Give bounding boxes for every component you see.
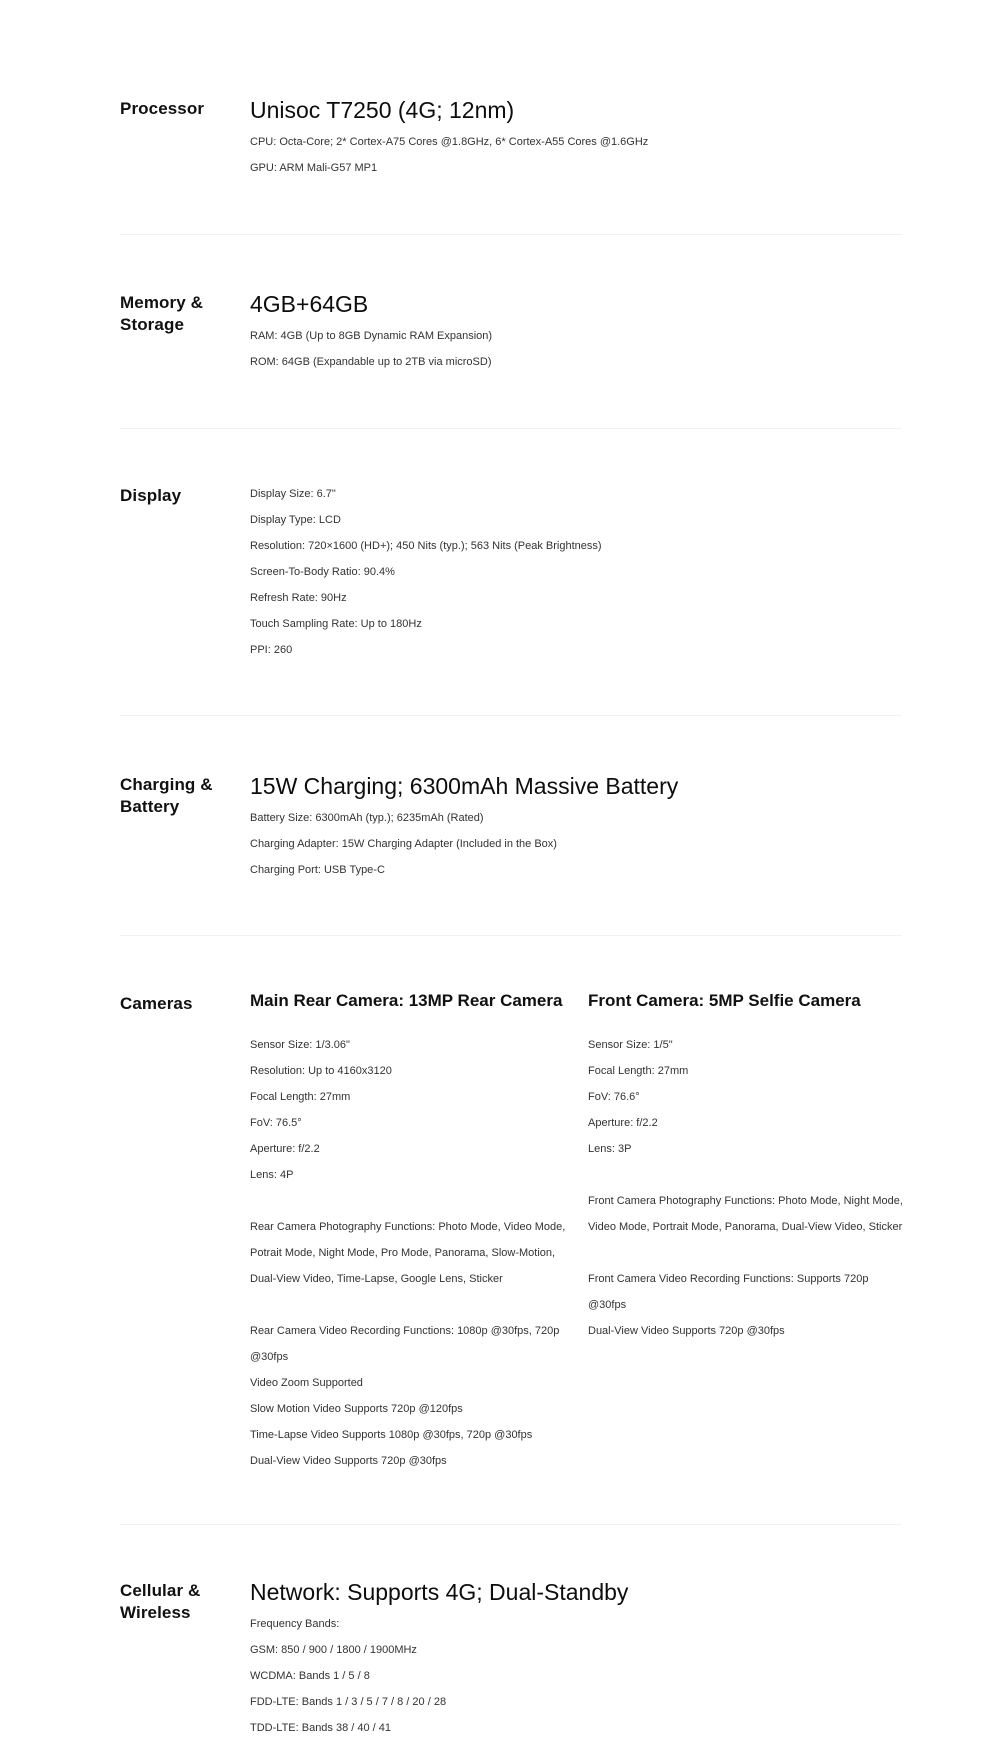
section-label — [120, 993, 240, 1015]
spec-line: Video Mode, Portrait Mode, Panorama, Dual-View Video, Sticker — [588, 1221, 903, 1233]
section-label-line: Memory & — [120, 293, 203, 312]
spec-line: Sensor Size: 1/3.06" — [250, 1039, 350, 1051]
spec-line: FDD-LTE: Bands 1 / 3 / 5 / 7 / 8 / 20 / 28 — [250, 1696, 447, 1708]
spec-line: Sensor Size: 1/5" — [588, 1039, 673, 1051]
section-body — [250, 1578, 902, 1741]
spec-line: Charging Adapter: 15W Charging Adapter (Included in the Box) — [250, 838, 557, 850]
rear-camera-title: Main Rear Camera: 13MP Rear Camera — [250, 991, 563, 1010]
section-label — [120, 98, 240, 120]
spec-line: Time-Lapse Video Supports 1080p @30fps, 720p @30fps — [250, 1429, 533, 1441]
section-headline: Unisoc T7250 (4G; 12nm) — [250, 97, 515, 123]
section-divider — [120, 428, 902, 429]
spec-line: Dual-View Video Supports 720p @30fps — [588, 1325, 785, 1337]
spec-line: Lens: 3P — [588, 1143, 632, 1155]
spec-line: Battery Size: 6300mAh (typ.); 6235mAh (Rated) — [250, 812, 484, 824]
spec-line: Aperture: f/2.2 — [250, 1143, 320, 1155]
spec-line: Resolution: Up to 4160x3120 — [250, 1065, 392, 1077]
rear-camera-column — [250, 990, 570, 1474]
section-body — [250, 772, 902, 883]
spec-line: @30fps — [250, 1351, 289, 1363]
spec-line: Display Type: LCD — [250, 514, 341, 526]
section-label — [120, 1580, 240, 1624]
spec-line: FoV: 76.6° — [588, 1091, 640, 1103]
section-label-text: Cameras — [120, 994, 193, 1013]
spec-line: RAM: 4GB (Up to 8GB Dynamic RAM Expansion) — [250, 330, 493, 342]
front-camera-column — [588, 990, 906, 1344]
spec-line: Aperture: f/2.2 — [588, 1117, 658, 1129]
section-divider — [120, 715, 902, 716]
section-label-line: Storage — [120, 315, 184, 334]
spec-line: Front Camera Video Recording Functions: Supports 720p — [588, 1273, 869, 1285]
rear-camera-specs — [250, 1032, 570, 1474]
spec-line: Focal Length: 27mm — [250, 1091, 351, 1103]
spec-line: Video Zoom Supported — [250, 1377, 363, 1389]
section-label-line: Charging & — [120, 775, 213, 794]
spec-line: PPI: 260 — [250, 644, 293, 656]
front-camera-title: Front Camera: 5MP Selfie Camera — [588, 991, 861, 1010]
spec-line: Frequency Bands: — [250, 1618, 340, 1630]
section-body — [250, 96, 902, 181]
spec-line: Resolution: 720×1600 (HD+); 450 Nits (typ.); 563 Nits (Peak Brightness) — [250, 540, 602, 552]
spec-line: Charging Port: USB Type-C — [250, 864, 385, 876]
section-label-text: Display — [120, 486, 182, 505]
section-label-line: Cellular & — [120, 1581, 201, 1600]
section-headline: 15W Charging; 6300mAh Massive Battery — [250, 773, 679, 799]
spec-line: Rear Camera Photography Functions: Photo Mode, Video Mode, — [250, 1221, 566, 1233]
spec-line: FoV: 76.5° — [250, 1117, 302, 1129]
section-label — [120, 774, 240, 818]
front-camera-specs — [588, 1032, 906, 1344]
section-divider — [120, 935, 902, 936]
spec-line: Dual-View Video, Time-Lapse, Google Lens, Sticker — [250, 1273, 503, 1285]
spec-line: Potrait Mode, Night Mode, Pro Mode, Panorama, Slow-Motion, — [250, 1247, 556, 1259]
spec-line: Lens: 4P — [250, 1169, 294, 1181]
spec-line: Screen-To-Body Ratio: 90.4% — [250, 566, 395, 578]
spec-line: GPU: ARM Mali-G57 MP1 — [250, 162, 378, 174]
section-label-text: Processor — [120, 99, 205, 118]
section-divider — [120, 234, 902, 235]
spec-line: Refresh Rate: 90Hz — [250, 592, 347, 604]
spec-line: TDD-LTE: Bands 38 / 40 / 41 — [250, 1722, 392, 1734]
spec-line: Display Size: 6.7" — [250, 488, 336, 500]
section-label — [120, 485, 240, 507]
spacer — [588, 1162, 906, 1188]
section-body — [250, 290, 902, 375]
section-label-line: Wireless — [120, 1603, 191, 1622]
spec-line: ROM: 64GB (Expandable up to 2TB via microSD) — [250, 356, 492, 368]
section-divider — [120, 1524, 902, 1525]
spec-line: Front Camera Photography Functions: Photo Mode, Night Mode, — [588, 1195, 903, 1207]
section-label-line: Battery — [120, 797, 180, 816]
spec-line: @30fps — [588, 1299, 627, 1311]
spec-line: Dual-View Video Supports 720p @30fps — [250, 1455, 447, 1467]
spacer — [588, 1240, 906, 1266]
section-label — [120, 292, 240, 336]
spec-line: Touch Sampling Rate: Up to 180Hz — [250, 618, 422, 630]
spec-line: Focal Length: 27mm — [588, 1065, 689, 1077]
spec-line: Slow Motion Video Supports 720p @120fps — [250, 1403, 463, 1415]
spec-line: WCDMA: Bands 1 / 5 / 8 — [250, 1670, 370, 1682]
spec-line: GSM: 850 / 900 / 1800 / 1900MHz — [250, 1644, 417, 1656]
spacer — [250, 1292, 570, 1318]
spec-line: CPU: Octa-Core; 2* Cortex-A75 Cores @1.8GHz, 6* Cortex-A55 Cores @1.6GHz — [250, 136, 649, 148]
spacer — [250, 1188, 570, 1214]
section-headline: Network: Supports 4G; Dual-Standby — [250, 1579, 629, 1605]
section-headline: 4GB+64GB — [250, 291, 369, 317]
spec-line: Rear Camera Video Recording Functions: 1080p @30fps, 720p — [250, 1325, 560, 1337]
section-body — [250, 481, 902, 663]
